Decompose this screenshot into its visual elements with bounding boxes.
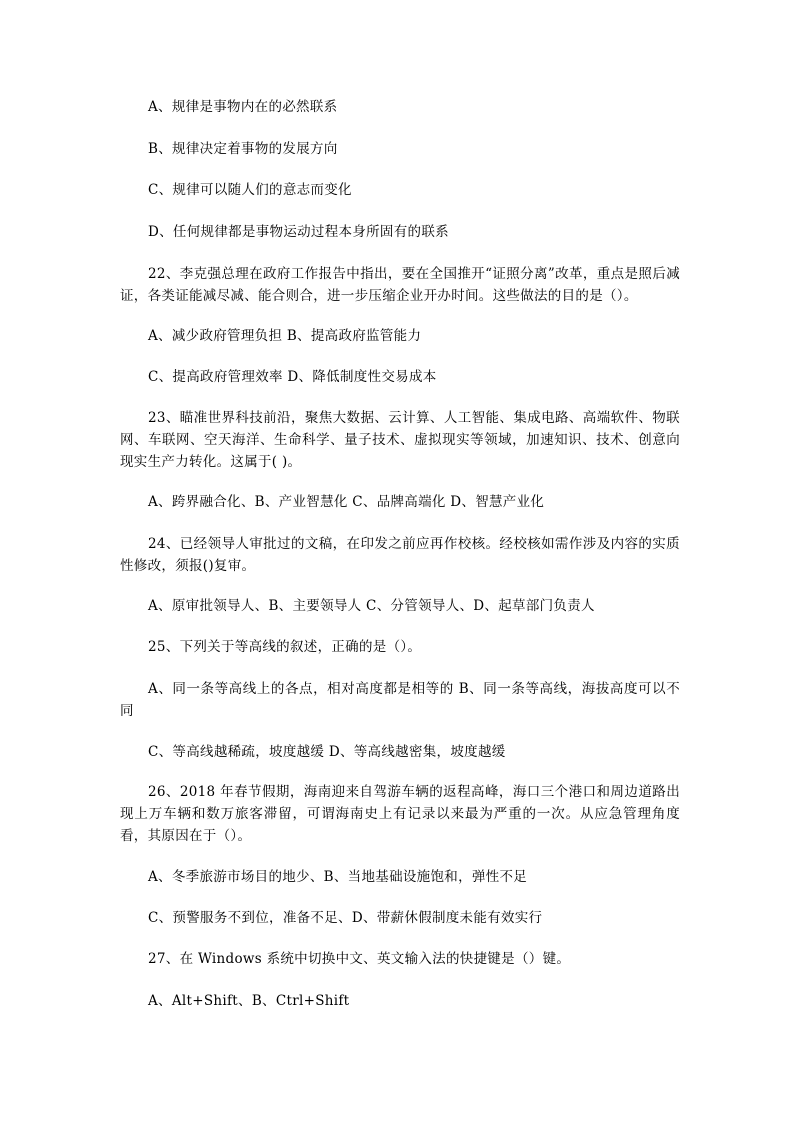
q21-option-c: C、规律可以随人们的意志而变化	[148, 182, 352, 198]
q24-options: A、原审批领导人、B、主要领导人 C、分管领导人、D、起草部门负责人	[148, 598, 595, 614]
q22-options-cd: C、提高政府管理效率 D、降低制度性交易成本	[148, 369, 437, 385]
q25-question: 25、下列关于等高线的叙述，正确的是（）。	[148, 639, 422, 655]
q24-question: 24、已经领导人审批过的文稿，在印发之前应再作校核。经校核如需作涉及内容的实质性修改，须报()复审。	[120, 536, 680, 574]
q23-question: 23、瞄准世界科技前沿，聚焦大数据、云计算、人工智能、集成电路、高端软件、物联网、车联网、空天海洋、生命科学、量子技术、虚拟现实等领域，加速知识、技术、创意向现实生产力转化。这属于( )。	[120, 410, 680, 470]
q21-option-d: D、任何规律都是事物运动过程本身所固有的联系	[148, 224, 449, 240]
q25-options-ab: A、同一条等高线上的各点，相对高度都是相等的 B、同一条等高线，海拔高度可以不同	[120, 681, 680, 719]
q26-question: 26、2018 年春节假期，海南迎来自驾游车辆的返程高峰，海口三个港口和周边道路出现上万车辆和数万旅客滞留，可谓海南史上有记录以来最为严重的一次。从应急管理角度看，其原因在于（）。	[120, 784, 680, 844]
q22-options-ab: A、减少政府管理负担 B、提高政府监管能力	[148, 328, 422, 344]
q22-question: 22、李克强总理在政府工作报告中指出，要在全国推开“证照分离”改革，重点是照后减证，各类证能减尽减、能合则合，进一步压缩企业开办时间。这些做法的目的是（）。	[120, 266, 680, 304]
q25-options-cd: C、等高线越稀疏，坡度越缓 D、等高线越密集，坡度越缓	[148, 744, 506, 760]
q27-question: 27、在 Windows 系统中切换中文、英文输入法的快捷键是（）键。	[148, 951, 571, 967]
q27-options: A、Alt+Shift、B、Ctrl+Shift	[148, 993, 350, 1009]
q23-options: A、跨界融合化、B、产业智慧化 C、品牌高端化 D、智慧产业化	[148, 494, 545, 510]
q21-option-a: A、规律是事物内在的必然联系	[148, 99, 338, 115]
q26-options-ab: A、冬季旅游市场目的地少、B、当地基础设施饱和，弹性不足	[148, 869, 528, 885]
q26-options-cd: C、预警服务不到位，准备不足、D、带薪休假制度未能有效实行	[148, 910, 543, 926]
q21-option-b: B、规律决定着事物的发展方向	[148, 141, 338, 157]
